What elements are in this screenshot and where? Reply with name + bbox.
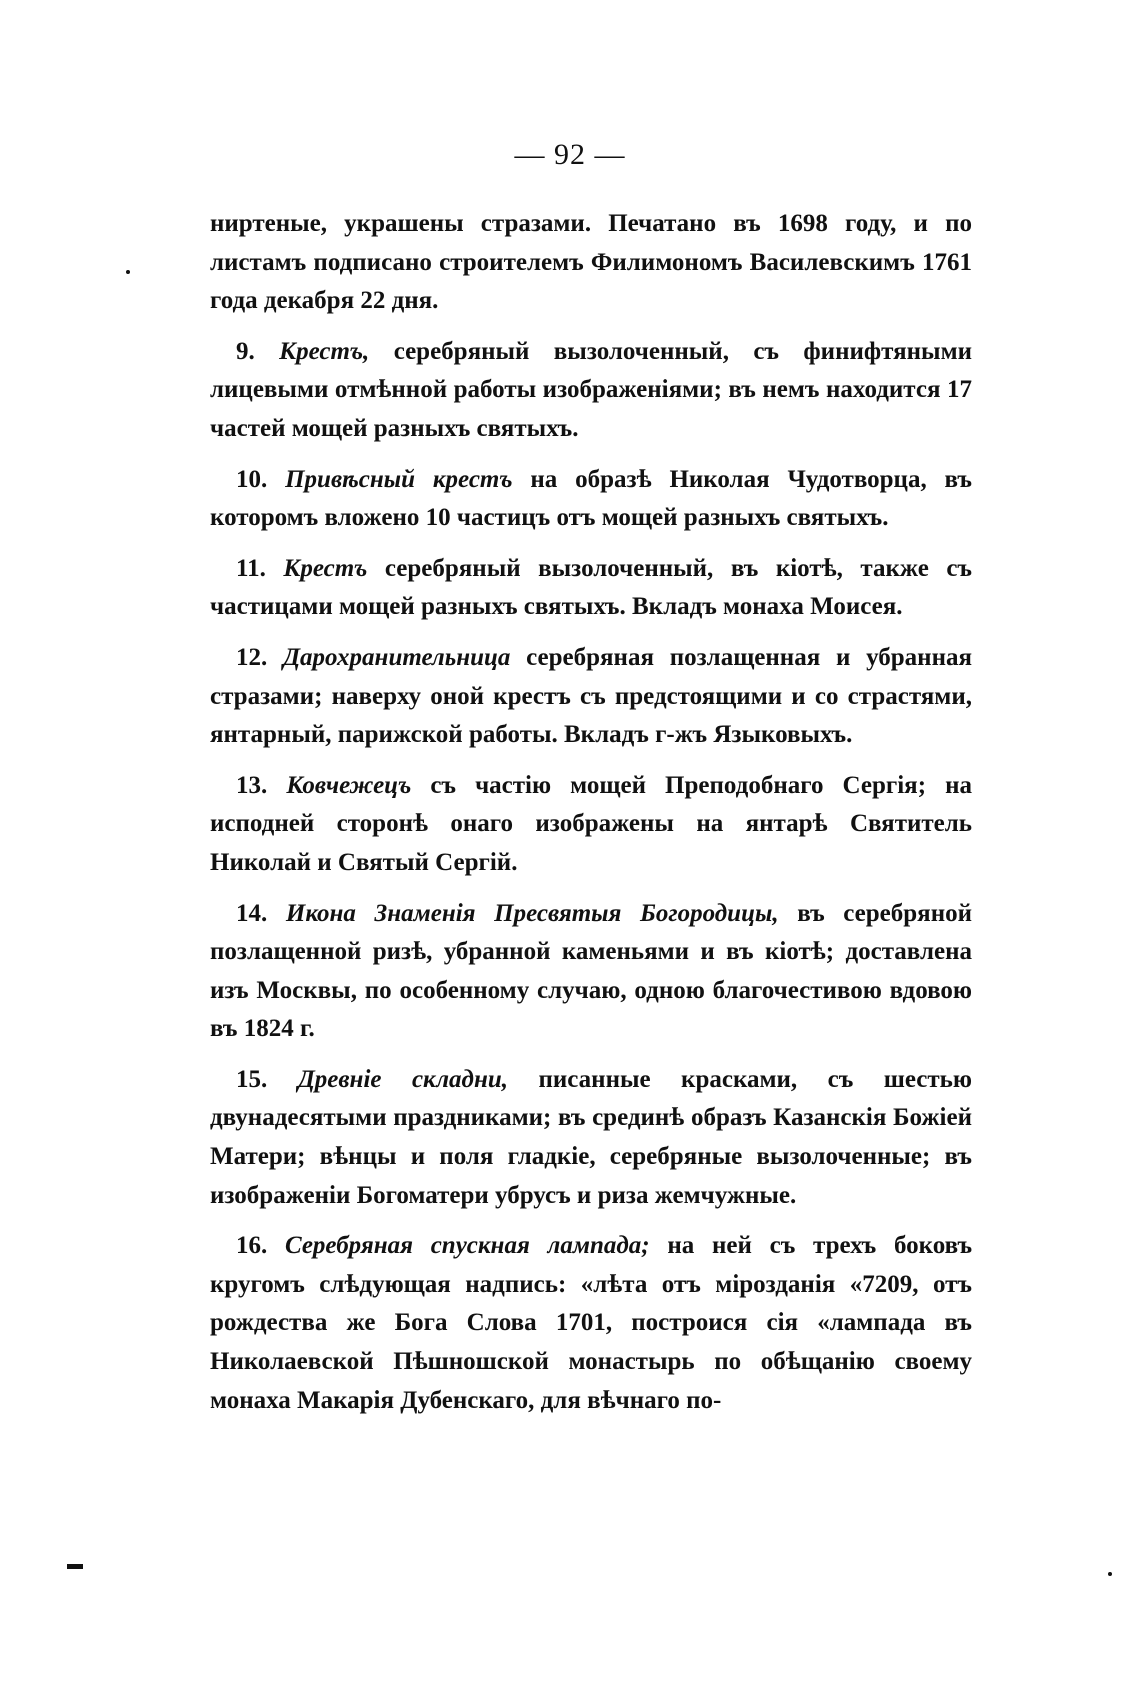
item-title: Дарохранительница	[282, 643, 511, 671]
item-title: Икона Знаменія Пресвятыя Богородицы,	[285, 899, 779, 927]
paragraph-continued	[210, 205, 972, 321]
item-text: писанные красками, съ шестью двунадесятыми праздниками; въ срединѣ образъ Казанскія Божіей Матери; вѣнцы и поля гладкіе, серебряные вызолоченные; въ изображеніи Богоматери убрусъ и риза жемчужные.	[210, 1065, 972, 1209]
item-number: 9.	[236, 337, 255, 365]
item-title: Древніе складни,	[297, 1065, 508, 1093]
item-number: 11.	[236, 554, 266, 582]
item-text: съ частію мощей Преподобнаго Сергія; на исподней сторонѣ онаго изображены на янтарѣ Святитель Николай и Святый Сергій.	[210, 771, 973, 876]
item-text: на образѣ Николая Чудотворца, въ которомъ вложено 10 частицъ отъ мощей разныхъ святыхъ.	[210, 465, 973, 532]
item-number: 16.	[236, 1232, 268, 1260]
item-text: въ серебряной позлащенной ризѣ, убранной каменьями и въ кіотѣ; доставлена изъ Москвы, по особенному случаю, одною благочестивою вдовою въ 1824 г.	[210, 899, 973, 1043]
item-title: Крестъ,	[279, 337, 370, 365]
item-number: 14.	[236, 899, 268, 927]
item-number: 15.	[236, 1065, 268, 1093]
item-16	[210, 1227, 972, 1420]
item-10	[210, 461, 972, 538]
item-title: Ковчежецъ	[286, 771, 412, 799]
scan-speck	[126, 270, 130, 274]
item-text: серебряная позлащенная и убранная стразами; наверху оной крестъ съ предстоящими и со страстями, янтарный, парижской работы. Вкладъ г-жъ Языковыхъ.	[210, 643, 973, 749]
paragraph-text: ниртеные, украшены стразами. Печатано въ 1698 году, и по листамъ подписано строителемъ Филимономъ Василевскимъ 1761 года декабря 22 дня.	[210, 210, 972, 315]
item-11	[210, 550, 972, 627]
item-14	[210, 895, 972, 1049]
scan-speck	[1108, 1572, 1112, 1576]
item-title: Крестъ	[283, 554, 368, 582]
page-text	[210, 205, 972, 1432]
item-number: 13.	[236, 771, 268, 799]
item-13	[210, 767, 972, 883]
page-number: — 92 —	[514, 138, 626, 171]
scan-mark	[67, 1564, 83, 1569]
item-12	[210, 639, 972, 755]
item-title: Серебряная спускная лампада;	[284, 1232, 650, 1260]
item-title: Привѣсный крестъ	[285, 465, 513, 493]
item-text: серебряный вызолоченный, съ финифтяными лицевыми отмѣнной работы изображеніями; въ немъ находится 17 частей мощей разныхъ святыхъ.	[210, 337, 973, 442]
item-9	[210, 333, 972, 449]
item-text: серебряный вызолоченный, въ кіотѣ, также съ частицами мощей разныхъ святыхъ. Вкладъ монаха Моисея.	[210, 554, 972, 621]
item-15	[210, 1061, 972, 1215]
item-number: 10.	[236, 465, 268, 493]
item-text: на ней съ трехъ боковъ кругомъ слѣдующая надпись: «лѣта отъ мірозданія «7209, отъ рождества же Бога Слова 1701, построися сія «лампада въ Николаевской Пѣшношской монастырь по обѣщанію своему монаха Макарія Дубенскаго, для вѣчнаго по-	[210, 1232, 973, 1414]
item-number: 12.	[236, 643, 268, 671]
